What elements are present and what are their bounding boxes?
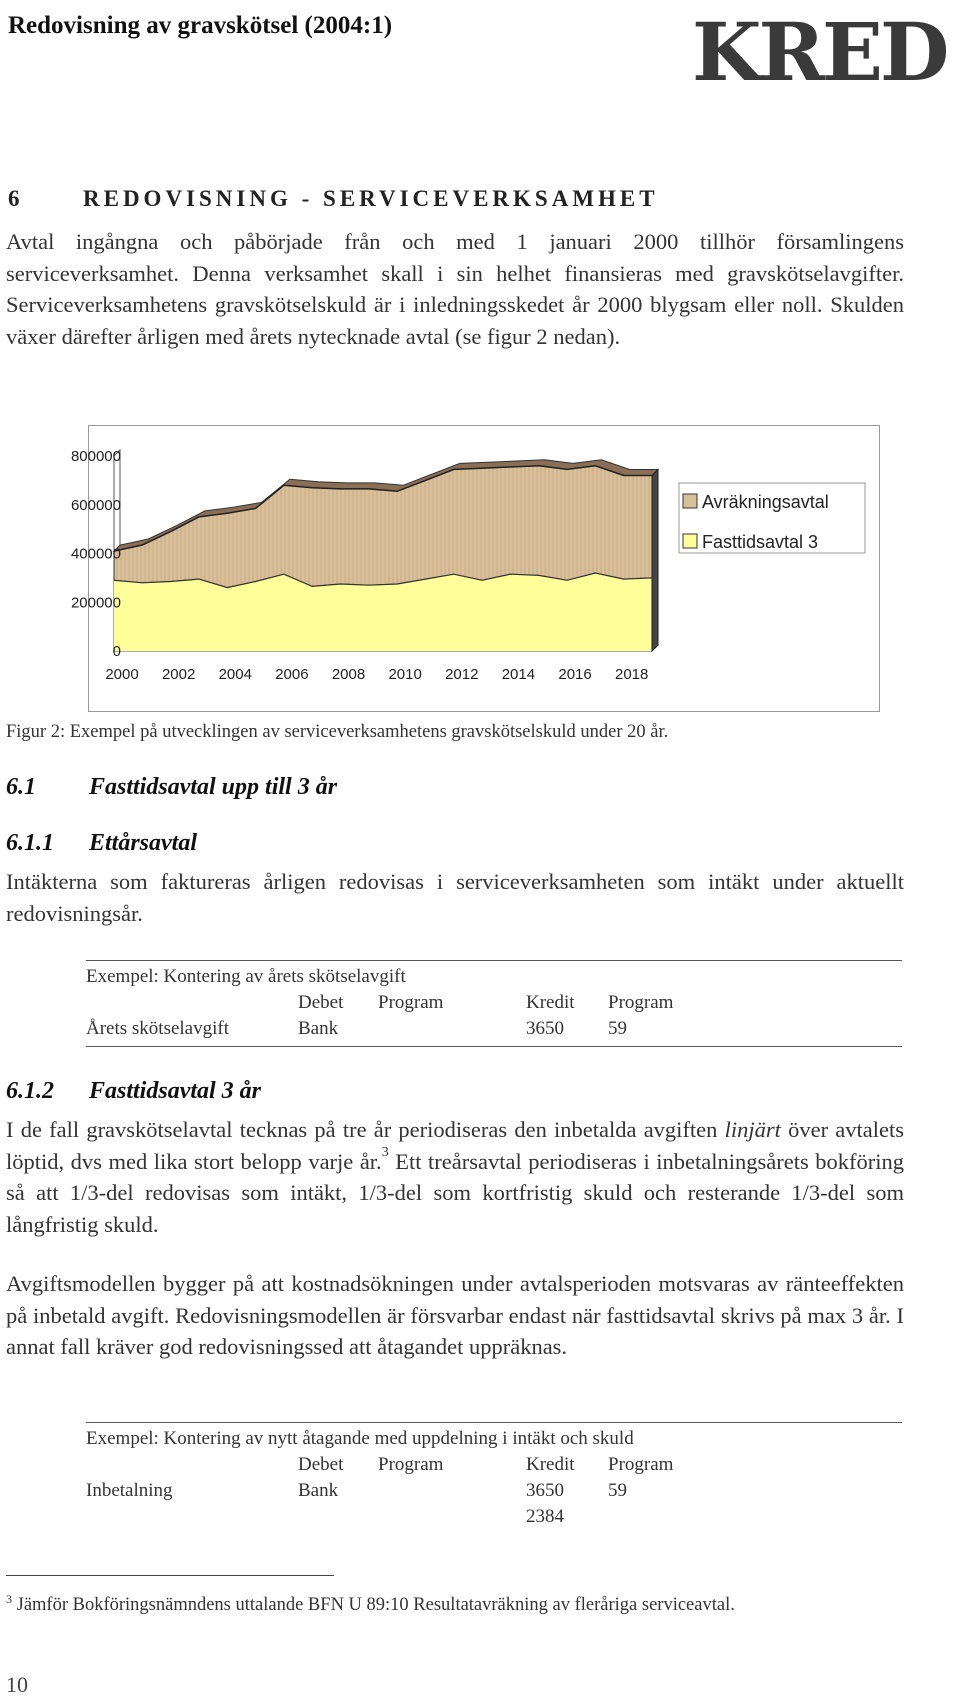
section-heading: [8, 186, 659, 212]
col-program-2: Program: [608, 992, 674, 1013]
footnote-divider: [6, 1575, 334, 1576]
row-program: 59: [608, 1018, 627, 1039]
col-program: Program: [378, 992, 444, 1013]
y-tick-label: 600000: [70, 496, 121, 514]
figure-caption: Figur 2: Exempel på utvecklingen av serviceverksamhetens gravskötselskuld under 20 år.: [6, 722, 669, 742]
y-tick-label: 400000: [70, 545, 121, 563]
x-tick-label: 2002: [161, 666, 196, 683]
col-kredit: Kredit: [526, 1454, 575, 1475]
subsection-heading-6-1-2: [6, 1078, 261, 1105]
x-tick-label: 2006: [275, 666, 309, 683]
x-tick-label: 2010: [388, 666, 422, 683]
footnote: [6, 1592, 735, 1616]
kred-logo: [690, 5, 955, 108]
y-tick-label: 200000: [70, 594, 121, 612]
footnote-text: Jämför Bokföringsnämndens uttalande BFN U 89:10 Resultatavräkning av fleråriga serviceavtal.: [16, 1595, 735, 1616]
col-program: Program: [378, 1454, 444, 1475]
debt-chart-svg: [70, 426, 879, 711]
legend-label: Avräkningsavtal: [702, 492, 829, 512]
x-tick-label: 2012: [445, 666, 479, 683]
x-tick-label: 2018: [614, 666, 649, 683]
kred-logo-text: KRED: [692, 5, 947, 99]
row2-kredit: 2384: [526, 1506, 564, 1527]
footnote-number: 3: [6, 1592, 12, 1606]
x-tick-label: 2000: [105, 666, 139, 683]
example-title: Exempel: Kontering av nytt åtagande med uppdelning i intäkt och skuld: [86, 1428, 634, 1449]
page-number: 10: [6, 1672, 28, 1697]
subsection-title: Fasttidsavtal upp till 3 år: [89, 774, 338, 800]
x-tick-label: 2008: [331, 666, 366, 683]
ettarsavtal-text: Intäkterna som faktureras årligen redovisas i serviceverksamheten som intäkt under aktuellt redovisningsår.: [6, 869, 904, 926]
avgiftsmodell-paragraph: [6, 1268, 904, 1363]
subsection-number: 6.1.2: [6, 1078, 54, 1104]
row-kredit: 3650: [526, 1480, 564, 1501]
y-tick-label: 0: [112, 643, 121, 660]
row-kredit: 3650: [526, 1018, 564, 1039]
subsection-title: Ettårsavtal: [89, 830, 198, 856]
document-header-title: Redovisning av gravskötsel (2004:1): [8, 12, 393, 39]
subsection-heading-6-1: [6, 774, 337, 801]
avgiftsmodell-text: Avgiftsmodellen bygger på att kostnadsökningen under avtalsperioden motsvaras av ränteeffekten på inbetald avgift. Redovisningsmodellen är försvarbar endast när fasttidsavtal skrivs på max 3 år. I annat fall kräver god redovisningssed att åtagandet uppräknas.: [6, 1271, 904, 1359]
example-table-1: [86, 960, 902, 1047]
fasttidsavtal-paragraph: [6, 1114, 904, 1240]
y-tick-label: 800000: [70, 448, 121, 465]
intro-text: Avtal ingångna och påbörjade från och med 1 januari 2000 tillhör församlingens serviceverksamhet. Denna verksamhet skall i sin helhet finansieras med gravskötselavgifter. Serviceverksamhetens gravskötselskuld är i inledningsskedet år 2000 blygsam eller noll. Skulden växer därefter årligen med årets nytecknade avtal (se figur 2 nedan).: [6, 229, 904, 349]
row-debet: Bank: [298, 1018, 339, 1039]
example-table-2: [86, 1422, 902, 1530]
section-title: REDOVISNING - SERVICEVERKSAMHET: [83, 186, 659, 211]
debt-chart: [70, 425, 880, 712]
subsection-number: 6.1: [6, 774, 36, 800]
subsection-number: 6.1.1: [6, 830, 54, 856]
section-number: 6: [8, 186, 20, 211]
row-program: 59: [608, 1480, 627, 1501]
col-debet: Debet: [298, 1454, 344, 1475]
col-debet: Debet: [298, 992, 344, 1013]
intro-paragraph: [6, 226, 904, 352]
col-program-2: Program: [608, 1454, 674, 1475]
subsection-title: Fasttidsavtal 3 år: [89, 1078, 262, 1104]
legend-swatch: [683, 534, 697, 548]
fasttidsavtal-text: I de fall gravskötselavtal tecknas på tre år periodiseras den inbetalda avgiften linjärt över avtalets löptid, dvs med lika stort belopp varje år.$^3$ Ett treårsavtal periodiseras i inbetalningsårets bokföring så att 1/3-del redovisas som intäkt, 1/3-del som kortfristig skuld och resterande 1/3-del som långfristig skuld.: [6, 1117, 904, 1237]
legend-label: Fasttidsavtal 3: [702, 532, 819, 552]
x-tick-label: 2014: [501, 666, 536, 683]
subsection-heading-6-1-1: [6, 830, 197, 857]
legend-swatch: [683, 494, 697, 508]
x-tick-label: 2016: [558, 666, 592, 683]
footnote-reference: 3: [381, 1144, 389, 1160]
row-debet: Bank: [298, 1480, 339, 1501]
example-title: Exempel: Kontering av årets skötselavgift: [86, 966, 406, 987]
ettarsavtal-paragraph: [6, 866, 904, 929]
chart-side-face: [652, 470, 658, 652]
row-label: Inbetalning: [86, 1480, 173, 1501]
x-tick-label: 2004: [218, 666, 252, 683]
row-label: Årets skötselavgift: [86, 1018, 230, 1039]
col-kredit: Kredit: [526, 992, 575, 1013]
